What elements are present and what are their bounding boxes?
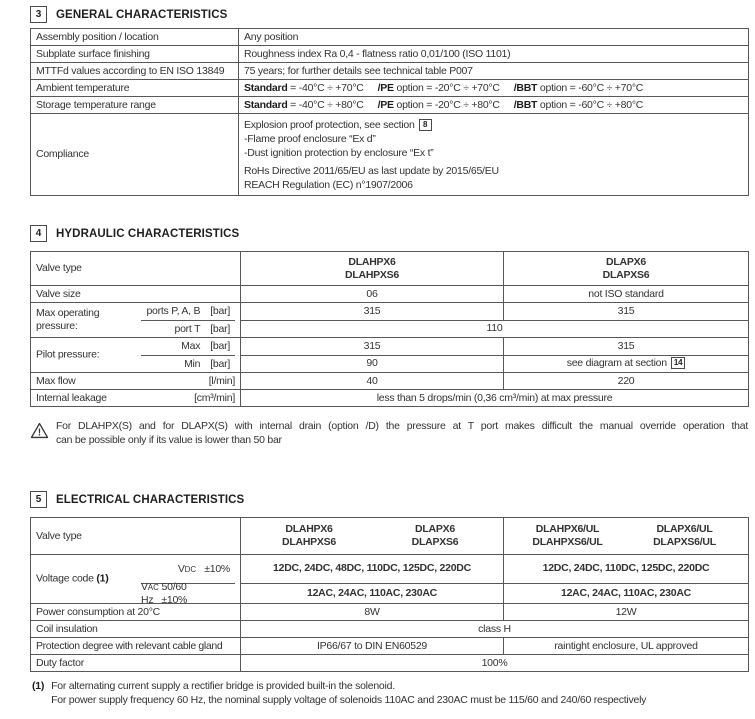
unit-label: [bar]	[210, 340, 230, 352]
row-label: MTTFd values according to EN ISO 13849	[31, 63, 239, 80]
unit-label: [bar]	[210, 357, 230, 370]
table-row-coil-insulation	[31, 621, 749, 638]
valve-names: DLAPX6 DLAPXS6	[411, 523, 459, 548]
cell-value: 315	[241, 303, 504, 321]
row-value: Any position	[239, 29, 749, 46]
valve-type-group-a	[241, 518, 504, 555]
row-label: Valve type	[31, 252, 241, 286]
section-header-hydraulic	[30, 225, 748, 242]
cell-value: 315	[504, 338, 749, 356]
section-number-badge: 5	[30, 491, 47, 508]
valve-names: DLAHPX6/UL DLAHPXS6/UL	[532, 523, 603, 548]
row-value	[239, 97, 749, 114]
sub-label-max: Max [bar]	[181, 340, 230, 352]
compliance-line: RoHs Directive 2011/65/EU as last update by 2015/65/EU	[244, 164, 499, 177]
table-row-ambient-temperature	[31, 80, 749, 97]
unit-label: [l/min]	[208, 374, 235, 387]
bbt-option-range: option = -60°C ÷ +70°C	[537, 81, 644, 94]
warning-icon	[30, 422, 49, 444]
row-label: Assembly position / location	[31, 29, 239, 46]
compliance-line: REACH Regulation (EC) n°1907/2006	[244, 178, 413, 191]
section-number-badge: 3	[30, 6, 47, 23]
warning-text: For DLAHPX(S) and for DLAPX(S) with internal drain (option /D) the pressure at T port makes difficult the manual override operation that can be possible only if its value is lower than 50 bar	[56, 420, 748, 446]
standard-range: = -40°C ÷ +80°C	[287, 98, 364, 111]
cell-value: 8W	[241, 604, 504, 621]
row-label: Max flow [l/min]	[31, 373, 241, 390]
valve-names: DLAHPX6 DLAHPXS6	[281, 523, 336, 548]
row-value: Roughness index Ra 0,4 - flatness ratio 0,01/100 (ISO 1101)	[239, 46, 749, 63]
standard-label: Standard	[244, 81, 288, 94]
row-label: Ambient temperature	[31, 80, 239, 97]
table-row-max-flow	[31, 373, 749, 390]
general-characteristics-table	[30, 28, 749, 196]
section-title: HYDRAULIC CHARACTERISTICS	[56, 227, 240, 240]
row-label: Voltage code (1)	[36, 572, 109, 585]
max-operating-pressure-label-cell	[31, 303, 241, 338]
pe-option-range: option = -20°C ÷ +80°C	[393, 98, 500, 111]
cell-value: IP66/67 to DIN EN60529	[241, 638, 504, 655]
row-label: Internal leakage [cm³/min]	[31, 390, 241, 407]
cell-value: 06	[241, 286, 504, 303]
row-label: Protection degree with relevant cable gland	[31, 638, 241, 655]
cell-value: raintight enclosure, UL approved	[504, 638, 749, 655]
sub-label-min: Min [bar]	[141, 355, 235, 372]
compliance-line: Explosion proof protection, see section 8	[244, 118, 743, 132]
sub-label-ports-pab: ports P, A, B [bar]	[146, 305, 230, 317]
cell-value: 220	[504, 373, 749, 390]
compliance-value	[239, 114, 749, 196]
table-header-row	[31, 252, 749, 286]
row-label: Duty factor	[31, 655, 241, 672]
pe-option-label: /PE	[377, 81, 394, 94]
row-label: Valve size	[31, 286, 241, 303]
compliance-line: -Dust ignition protection by enclosure “Ex t”	[244, 146, 434, 159]
row-label: Storage temperature range	[31, 97, 239, 114]
standard-range: = -40°C ÷ +70°C	[287, 81, 364, 94]
sub-label-port-t: port T [bar]	[141, 320, 235, 337]
cell-value: 90	[241, 355, 504, 373]
cell-value: 12DC, 24DC, 48DC, 110DC, 125DC, 220DC	[241, 555, 504, 584]
hydraulic-characteristics-table	[30, 251, 749, 407]
row-label: Power consumption at 20°C	[31, 604, 241, 621]
section-title: GENERAL CHARACTERISTICS	[56, 8, 228, 21]
svg-text:!: !	[37, 427, 42, 439]
cell-value: 12AC, 24AC, 110AC, 230AC	[504, 583, 749, 603]
cell-value: 12DC, 24DC, 110DC, 125DC, 220DC	[504, 555, 749, 584]
sub-label-vac: VAC 50/60 Hz ±10%	[141, 583, 235, 603]
table-header-row	[31, 518, 749, 555]
row-label: Compliance	[31, 114, 239, 196]
valve-type-column-2: DLAPX6 DLAPXS6	[504, 252, 749, 286]
voltage-code-label-cell	[31, 555, 241, 604]
unit-label: [cm³/min]	[194, 391, 235, 404]
section-ref-box: 8	[419, 119, 432, 131]
footnote-marker: (1)	[32, 680, 45, 692]
cell-value: 40	[241, 373, 504, 390]
cell-value: 315	[504, 303, 749, 321]
unit-label: [bar]	[210, 322, 230, 335]
bbt-option-label: /BBT	[513, 98, 538, 111]
cell-value-spanning: 110	[241, 320, 749, 338]
cell-value: 12AC, 24AC, 110AC, 230AC	[241, 583, 504, 603]
table-row-protection-degree	[31, 638, 749, 655]
pe-option-range: option = -20°C ÷ +70°C	[393, 81, 500, 94]
cell-value: 315	[241, 338, 504, 356]
row-label: Subplate surface finishing	[31, 46, 239, 63]
row-label: Coil insulation	[31, 621, 241, 638]
cell-value: 12W	[504, 604, 749, 621]
table-row-max-pressure-ports	[31, 303, 749, 321]
bbt-option-range: option = -60°C ÷ +80°C	[537, 98, 644, 111]
bbt-option-label: /BBT	[513, 81, 538, 94]
table-row-power-consumption	[31, 604, 749, 621]
table-row-voltage-dc	[31, 555, 749, 584]
footnote-block	[30, 679, 748, 707]
footnote-ref: (1)	[96, 572, 109, 585]
row-label: Pilot pressure:	[36, 348, 100, 361]
unit-label: [bar]	[210, 305, 230, 317]
table-row	[31, 29, 749, 46]
row-label: Valve type	[31, 518, 241, 555]
pilot-pressure-label-cell	[31, 338, 241, 373]
cell-value-spanning: class H	[241, 621, 749, 638]
cell-value: see diagram at section 14	[504, 355, 749, 373]
electrical-characteristics-table	[30, 517, 749, 672]
section-title: ELECTRICAL CHARACTERISTICS	[56, 493, 245, 506]
sub-label-vdc: VDC ±10%	[177, 562, 230, 575]
pe-option-label: /PE	[377, 98, 394, 111]
section-header-electrical	[30, 491, 748, 508]
table-row	[31, 46, 749, 63]
table-row-pilot-max	[31, 338, 749, 356]
row-label: Max operating pressure:	[36, 307, 100, 332]
table-row	[31, 63, 749, 80]
valve-type-group-b	[504, 518, 749, 555]
row-value: 75 years; for further details see technical table P007	[239, 63, 749, 80]
compliance-line: -Flame proof enclosure “Ex d”	[244, 132, 376, 145]
cell-value: not ISO standard	[504, 286, 749, 303]
table-row-compliance	[31, 114, 749, 196]
table-row-valve-size	[31, 286, 749, 303]
table-row-duty-factor	[31, 655, 749, 672]
footnote-text: For alternating current supply a rectifier bridge is provided built-in the solenoid. For power supply frequency 60 Hz, the nominal supply voltage of solenoids 110AC and 230AC must be 115/60 and 240/60 respectively	[51, 680, 647, 706]
section-ref-box: 14	[671, 357, 685, 369]
valve-names: DLAPX6/UL DLAPXS6/UL	[653, 523, 716, 548]
section-number-badge: 4	[30, 225, 47, 242]
cell-value-spanning: 100%	[241, 655, 749, 672]
valve-type-column-1: DLAHPX6 DLAHPXS6	[241, 252, 504, 286]
section-header-general	[30, 6, 748, 23]
cell-value-spanning: less than 5 drops/min (0,36 cm³/min) at max pressure	[241, 390, 749, 407]
row-value	[239, 80, 749, 97]
table-row-storage-temperature	[31, 97, 749, 114]
warning-note	[30, 419, 748, 447]
standard-label: Standard	[244, 98, 288, 111]
table-row-internal-leakage	[31, 390, 749, 407]
